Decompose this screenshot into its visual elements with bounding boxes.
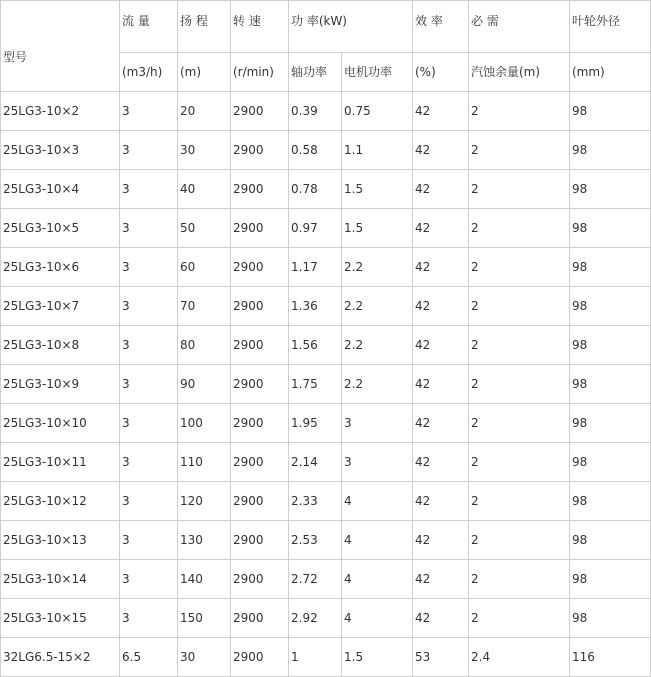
table-row bbox=[1, 560, 651, 599]
cell-speed: 2900 bbox=[231, 326, 289, 365]
cell-flow: 3 bbox=[120, 170, 178, 209]
cell-flow: 6.5 bbox=[120, 638, 178, 677]
cell-model: 25LG3-10×10 bbox=[1, 404, 120, 443]
header-efficiency: 效 率 bbox=[413, 1, 469, 53]
cell-eff: 42 bbox=[413, 521, 469, 560]
cell-motor: 1.5 bbox=[342, 209, 413, 248]
cell-shaft: 1.36 bbox=[289, 287, 342, 326]
cell-impeller: 98 bbox=[570, 404, 651, 443]
cell-eff: 42 bbox=[413, 248, 469, 287]
cell-eff: 42 bbox=[413, 170, 469, 209]
cell-eff: 42 bbox=[413, 92, 469, 131]
header-motor-power: 电机功率 bbox=[342, 53, 413, 92]
cell-eff: 42 bbox=[413, 443, 469, 482]
cell-model: 32LG6.5-15×2 bbox=[1, 638, 120, 677]
cell-speed: 2900 bbox=[231, 92, 289, 131]
cell-speed: 2900 bbox=[231, 365, 289, 404]
header-impeller-unit: (mm) bbox=[570, 53, 651, 92]
header-speed-unit: (r/min) bbox=[231, 53, 289, 92]
cell-head: 80 bbox=[178, 326, 231, 365]
cell-motor: 4 bbox=[342, 482, 413, 521]
header-model: 型号 bbox=[1, 1, 120, 92]
cell-impeller: 116 bbox=[570, 638, 651, 677]
cell-npsh: 2 bbox=[469, 287, 570, 326]
cell-impeller: 98 bbox=[570, 443, 651, 482]
cell-shaft: 2.33 bbox=[289, 482, 342, 521]
cell-model: 25LG3-10×9 bbox=[1, 365, 120, 404]
cell-npsh: 2 bbox=[469, 326, 570, 365]
cell-flow: 3 bbox=[120, 599, 178, 638]
header-impeller: 叶轮外径 bbox=[570, 1, 651, 53]
table-row bbox=[1, 326, 651, 365]
cell-shaft: 0.78 bbox=[289, 170, 342, 209]
cell-model: 25LG3-10×13 bbox=[1, 521, 120, 560]
cell-eff: 42 bbox=[413, 326, 469, 365]
header-row-1 bbox=[1, 1, 651, 53]
cell-npsh: 2 bbox=[469, 248, 570, 287]
cell-flow: 3 bbox=[120, 287, 178, 326]
cell-npsh: 2 bbox=[469, 599, 570, 638]
cell-flow: 3 bbox=[120, 521, 178, 560]
cell-speed: 2900 bbox=[231, 521, 289, 560]
cell-shaft: 1.95 bbox=[289, 404, 342, 443]
cell-motor: 4 bbox=[342, 521, 413, 560]
cell-flow: 3 bbox=[120, 404, 178, 443]
cell-shaft: 2.92 bbox=[289, 599, 342, 638]
cell-impeller: 98 bbox=[570, 560, 651, 599]
header-power: 功 率(kW) bbox=[289, 1, 413, 53]
cell-shaft: 1.75 bbox=[289, 365, 342, 404]
header-head: 扬 程 bbox=[178, 1, 231, 53]
table-row bbox=[1, 92, 651, 131]
cell-model: 25LG3-10×14 bbox=[1, 560, 120, 599]
cell-model: 25LG3-10×7 bbox=[1, 287, 120, 326]
cell-head: 30 bbox=[178, 638, 231, 677]
cell-shaft: 0.39 bbox=[289, 92, 342, 131]
table-row bbox=[1, 170, 651, 209]
cell-flow: 3 bbox=[120, 443, 178, 482]
cell-flow: 3 bbox=[120, 92, 178, 131]
cell-npsh: 2 bbox=[469, 209, 570, 248]
cell-impeller: 98 bbox=[570, 599, 651, 638]
cell-flow: 3 bbox=[120, 248, 178, 287]
table-row bbox=[1, 404, 651, 443]
cell-npsh: 2 bbox=[469, 521, 570, 560]
cell-shaft: 1.17 bbox=[289, 248, 342, 287]
cell-model: 25LG3-10×8 bbox=[1, 326, 120, 365]
cell-model: 25LG3-10×6 bbox=[1, 248, 120, 287]
table-row bbox=[1, 443, 651, 482]
cell-impeller: 98 bbox=[570, 365, 651, 404]
cell-eff: 42 bbox=[413, 209, 469, 248]
cell-speed: 2900 bbox=[231, 599, 289, 638]
header-flow-unit: (m3/h) bbox=[120, 53, 178, 92]
cell-motor: 1.1 bbox=[342, 131, 413, 170]
cell-head: 30 bbox=[178, 131, 231, 170]
cell-head: 40 bbox=[178, 170, 231, 209]
cell-shaft: 2.72 bbox=[289, 560, 342, 599]
cell-model: 25LG3-10×11 bbox=[1, 443, 120, 482]
cell-npsh: 2 bbox=[469, 482, 570, 521]
cell-head: 110 bbox=[178, 443, 231, 482]
cell-shaft: 0.58 bbox=[289, 131, 342, 170]
cell-motor: 2.2 bbox=[342, 365, 413, 404]
cell-head: 20 bbox=[178, 92, 231, 131]
cell-speed: 2900 bbox=[231, 482, 289, 521]
cell-head: 90 bbox=[178, 365, 231, 404]
cell-impeller: 98 bbox=[570, 326, 651, 365]
cell-npsh: 2 bbox=[469, 560, 570, 599]
header-head-unit: (m) bbox=[178, 53, 231, 92]
table-row bbox=[1, 482, 651, 521]
header-flow: 流 量 bbox=[120, 1, 178, 53]
cell-flow: 3 bbox=[120, 131, 178, 170]
cell-motor: 3 bbox=[342, 404, 413, 443]
header-shaft-power: 轴功率 bbox=[289, 53, 342, 92]
cell-npsh: 2 bbox=[469, 404, 570, 443]
cell-motor: 2.2 bbox=[342, 287, 413, 326]
cell-speed: 2900 bbox=[231, 209, 289, 248]
cell-head: 120 bbox=[178, 482, 231, 521]
cell-impeller: 98 bbox=[570, 209, 651, 248]
cell-head: 150 bbox=[178, 599, 231, 638]
table-row bbox=[1, 365, 651, 404]
cell-head: 130 bbox=[178, 521, 231, 560]
cell-speed: 2900 bbox=[231, 131, 289, 170]
cell-flow: 3 bbox=[120, 209, 178, 248]
cell-speed: 2900 bbox=[231, 404, 289, 443]
cell-speed: 2900 bbox=[231, 287, 289, 326]
cell-speed: 2900 bbox=[231, 170, 289, 209]
cell-motor: 4 bbox=[342, 560, 413, 599]
cell-eff: 42 bbox=[413, 131, 469, 170]
cell-model: 25LG3-10×12 bbox=[1, 482, 120, 521]
table-row bbox=[1, 638, 651, 677]
cell-motor: 1.5 bbox=[342, 638, 413, 677]
cell-impeller: 98 bbox=[570, 521, 651, 560]
cell-impeller: 98 bbox=[570, 248, 651, 287]
cell-shaft: 1 bbox=[289, 638, 342, 677]
cell-motor: 4 bbox=[342, 599, 413, 638]
table-row bbox=[1, 131, 651, 170]
cell-impeller: 98 bbox=[570, 131, 651, 170]
cell-eff: 42 bbox=[413, 599, 469, 638]
cell-model: 25LG3-10×15 bbox=[1, 599, 120, 638]
cell-motor: 2.2 bbox=[342, 326, 413, 365]
cell-flow: 3 bbox=[120, 365, 178, 404]
cell-impeller: 98 bbox=[570, 92, 651, 131]
cell-eff: 42 bbox=[413, 365, 469, 404]
cell-eff: 42 bbox=[413, 287, 469, 326]
cell-head: 100 bbox=[178, 404, 231, 443]
table-row bbox=[1, 248, 651, 287]
cell-model: 25LG3-10×4 bbox=[1, 170, 120, 209]
cell-speed: 2900 bbox=[231, 638, 289, 677]
cell-speed: 2900 bbox=[231, 248, 289, 287]
cell-motor: 1.5 bbox=[342, 170, 413, 209]
cell-npsh: 2.4 bbox=[469, 638, 570, 677]
cell-eff: 53 bbox=[413, 638, 469, 677]
cell-eff: 42 bbox=[413, 560, 469, 599]
cell-head: 140 bbox=[178, 560, 231, 599]
cell-model: 25LG3-10×5 bbox=[1, 209, 120, 248]
table-row bbox=[1, 599, 651, 638]
cell-impeller: 98 bbox=[570, 482, 651, 521]
cell-shaft: 2.53 bbox=[289, 521, 342, 560]
cell-motor: 0.75 bbox=[342, 92, 413, 131]
cell-npsh: 2 bbox=[469, 92, 570, 131]
cell-speed: 2900 bbox=[231, 443, 289, 482]
cell-impeller: 98 bbox=[570, 287, 651, 326]
cell-model: 25LG3-10×3 bbox=[1, 131, 120, 170]
cell-impeller: 98 bbox=[570, 170, 651, 209]
cell-motor: 3 bbox=[342, 443, 413, 482]
cell-head: 60 bbox=[178, 248, 231, 287]
header-speed: 转 速 bbox=[231, 1, 289, 53]
cell-speed: 2900 bbox=[231, 560, 289, 599]
cell-head: 70 bbox=[178, 287, 231, 326]
cell-flow: 3 bbox=[120, 482, 178, 521]
header-npsh-sub: 汽蚀余量(m) bbox=[469, 53, 570, 92]
cell-model: 25LG3-10×2 bbox=[1, 92, 120, 131]
header-efficiency-unit: (%) bbox=[413, 53, 469, 92]
cell-shaft: 1.56 bbox=[289, 326, 342, 365]
cell-npsh: 2 bbox=[469, 170, 570, 209]
table-row bbox=[1, 209, 651, 248]
table-row bbox=[1, 521, 651, 560]
header-npsh: 必 需 bbox=[469, 1, 570, 53]
cell-npsh: 2 bbox=[469, 131, 570, 170]
cell-shaft: 2.14 bbox=[289, 443, 342, 482]
cell-flow: 3 bbox=[120, 560, 178, 599]
cell-npsh: 2 bbox=[469, 365, 570, 404]
cell-motor: 2.2 bbox=[342, 248, 413, 287]
table-row bbox=[1, 287, 651, 326]
cell-npsh: 2 bbox=[469, 443, 570, 482]
cell-eff: 42 bbox=[413, 482, 469, 521]
cell-head: 50 bbox=[178, 209, 231, 248]
cell-flow: 3 bbox=[120, 326, 178, 365]
cell-eff: 42 bbox=[413, 404, 469, 443]
cell-shaft: 0.97 bbox=[289, 209, 342, 248]
